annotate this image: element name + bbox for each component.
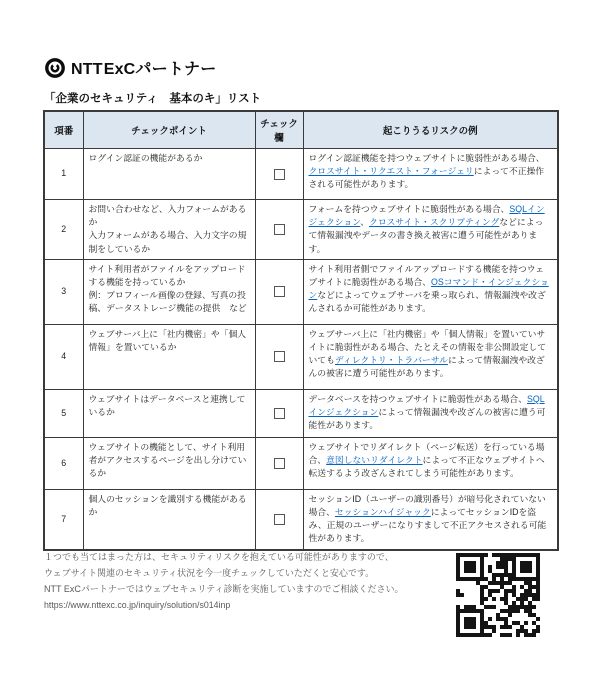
checkbox-icon[interactable]: [274, 351, 285, 362]
risk-link[interactable]: SQLインジェクション: [308, 204, 545, 228]
check-cell: [255, 259, 303, 324]
checkpoint-cell: ログイン認証の機能があるか: [83, 149, 255, 200]
risk-text: セッションID（ユーザーの識別番号）が暗号化されていない場合、: [308, 493, 546, 517]
header-possible-risks: 起こりうるリスクの例: [303, 111, 558, 149]
risk-link[interactable]: ディレクトリ・トラバーサル: [334, 355, 448, 366]
risk-text: 、: [360, 217, 370, 228]
risk-text: フォームを持つウェブサイトに脆弱性がある場合、: [308, 204, 510, 214]
risk-cell: [303, 324, 558, 389]
check-cell: [255, 389, 303, 437]
risk-link[interactable]: クロスサイト・リクエスト・フォージェリ: [308, 166, 474, 177]
security-checklist-table: [43, 110, 559, 551]
footer-note: [44, 549, 404, 613]
checkbox-icon[interactable]: [274, 286, 285, 297]
header-checkpoint: チェックポイント: [83, 111, 255, 149]
table-row: [44, 489, 558, 549]
table-row: [44, 324, 558, 389]
table-row: [44, 149, 558, 200]
risk-link[interactable]: セッションハイジャック: [334, 506, 431, 517]
risk-cell: [303, 259, 558, 324]
row-number: 6: [44, 437, 83, 489]
risk-text: によって不正操作される可能性があります。: [308, 166, 545, 190]
risk-text: ログイン認証機能を持つウェブサイトに脆弱性がある場合、: [308, 153, 545, 163]
risk-text: などによって情報漏洩やデータの書き換え被害に遭う可能性があります。: [308, 217, 544, 254]
table-row: [44, 200, 558, 260]
checkbox-icon[interactable]: [274, 169, 285, 180]
check-cell: [255, 437, 303, 489]
risk-cell: [303, 489, 558, 549]
risk-text: データベースを持つウェブサイトに脆弱性がある場合、: [308, 393, 528, 404]
brand-logo-text: [71, 56, 216, 79]
risk-link[interactable]: OSコマンド・インジェクション: [308, 276, 549, 301]
risk-cell: [303, 389, 558, 437]
footer-line-1: １つでも当てはまった方は、セキュリティリスクを抱えている可能性がありますので、: [44, 552, 394, 562]
row-number: 5: [44, 389, 83, 437]
checkpoint-cell: ウェブサーバ上に「社内機密」や「個人情報」を置いているか: [83, 324, 255, 389]
footer-url[interactable]: https://www.nttexc.co.jp/inquiry/solution/s014inp: [44, 599, 231, 610]
risk-cell: [303, 200, 558, 260]
row-number: 4: [44, 324, 83, 389]
check-cell: [255, 149, 303, 200]
risk-link[interactable]: SQLインジェクション: [308, 393, 545, 417]
checkpoint-cell: 個人のセッションを識別する機能があるか: [83, 489, 255, 549]
header-item-number: 項番: [44, 111, 83, 149]
risk-text: ウェブサーバ上に「社内機密」や「個人情報」を置いていサイトに脆弱性がある場合、たとえその情報を非公開設定していても: [308, 328, 547, 366]
risk-link[interactable]: 意図しないリダイレクト: [326, 454, 423, 465]
checkpoint-cell: お問い合わせなど、入力フォームがあるか 入力フォームがある場合、入力文字の規制をしているか: [83, 200, 255, 260]
table-row: [44, 437, 558, 489]
row-number: 1: [44, 149, 83, 200]
nttexc-brand-mark-icon: [44, 57, 66, 79]
risk-text: ウェブサイトでリダイレクト（ページ転送）を行っている場合、: [308, 441, 545, 465]
table-row: [44, 389, 558, 437]
check-cell: [255, 489, 303, 549]
risk-text: サイト利用者側でファイルアップロードする機能を持つウェブサイトに脆弱性がある場合、: [308, 263, 544, 287]
row-number: 3: [44, 259, 83, 324]
qr-code: [456, 553, 540, 637]
table-body: [44, 149, 558, 550]
risk-link[interactable]: クロスサイト・スクリプティング: [369, 217, 500, 228]
risk-text: によって情報漏洩や改ざんの被害に遭う可能性があります。: [308, 406, 546, 431]
risk-text: によってセッションIDを盗み、正規のユーザーになりすまして不正アクセスされる可能性があります。: [308, 506, 547, 544]
checkpoint-cell: サイト利用者がファイルをアップロードする機能を持っているか 例：プロフィール画像の登録、写真の投稿、データストレージ機能の提供 など: [83, 259, 255, 324]
footer-line-3: NTT ExCパートナーではウェブセキュリティ診断を実施していますのでご相談ください。: [44, 584, 404, 595]
row-number: 7: [44, 489, 83, 549]
checkpoint-cell: ウェブサイトの機能として、サイト利用者がアクセスするページを出し分けているか: [83, 437, 255, 489]
risk-cell: [303, 437, 558, 489]
check-cell: [255, 200, 303, 260]
table-row: [44, 259, 558, 324]
footer-line-2: ウェブサイト関連のセキュリティ状況を今一度チェックしていただくと安心です。: [44, 568, 375, 579]
risk-text: によって不正なウェブサイトへ転送するよう改ざんされてしまう可能性があります。: [308, 454, 545, 479]
checkbox-icon[interactable]: [274, 458, 285, 469]
row-number: 2: [44, 200, 83, 260]
check-cell: [255, 324, 303, 389]
checkbox-icon[interactable]: [274, 408, 285, 419]
checkbox-icon[interactable]: [274, 514, 285, 525]
brand-name-part1: NTT: [71, 61, 103, 78]
risk-cell: [303, 149, 558, 200]
page-title: 「企業のセキュリティ 基本のキ」リスト: [44, 93, 262, 105]
checkpoint-cell: ウェブサイトはデータベースと連携しているか: [83, 389, 255, 437]
header-check-column: チェック欄: [255, 111, 303, 149]
risk-text: などによってウェブサーバを乗っ取られ、情報漏洩や改ざんされるか可能性があります。: [308, 290, 546, 314]
brand-logo: [44, 56, 216, 79]
checkbox-icon[interactable]: [274, 224, 285, 235]
risk-text: によって情報漏洩や改ざんの被害に遭う可能性があります。: [308, 355, 545, 379]
brand-name-part2: ExCパートナー: [103, 61, 217, 78]
table-header-row: [44, 111, 558, 149]
